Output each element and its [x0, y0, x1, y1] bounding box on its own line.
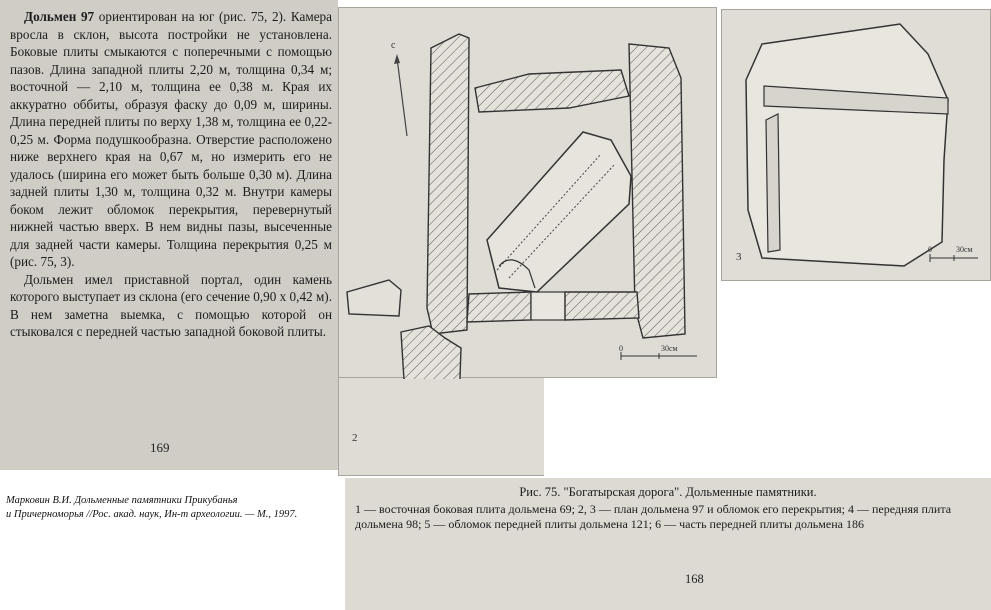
front-slab-right: [565, 292, 639, 320]
plan-scale-start: 0: [619, 344, 623, 353]
plan-scan-lower: [338, 378, 544, 476]
fragment-scale-end: 30см: [956, 245, 973, 254]
west-side-slab: [427, 34, 469, 334]
capstone-fragment: [487, 132, 631, 292]
plan-figure: [338, 7, 717, 378]
fragment-scale-start: 0: [928, 245, 932, 254]
front-slab-opening: [531, 292, 565, 320]
dolmen-heading: Дольмен 97: [24, 9, 95, 24]
bibliographic-citation: [6, 494, 342, 522]
dolmen-plan-drawing: [339, 8, 718, 379]
caption-body: 1 — восточная боковая плита дольмена 69; 2, 3 — план дольмена 97 и обломок его перекрытия; 4 — передняя плита дольмена 98; 5 — обломок передней плиты дольмена 121; 6 — часть передней плиты дольмена 186: [355, 502, 952, 531]
citation-line-1: Марковин В.И. Дольменные памятники Прикубанья: [6, 495, 238, 506]
paragraph-2: Дольмен имел приставной портал, один камень которого выступает из склона (его сечение 0,90 х 0,42 м). В нем заметна выемка, с помощью которой он стыковался с передней частью западной боковой плиты.: [10, 271, 332, 339]
north-arrow-head: [394, 54, 400, 64]
capstone-fragment-drawing: [722, 10, 991, 282]
paragraph-1: ориентирован на юг (рис. 75, 2). Камера вросла в склон, высота постройки не установлена. Боковые плиты смыкаются с поперечными с помощью пазов. Длина западной плиты 2,20 м, толщина 0,34 м; восточной — 2,10 м, толщина ее 0,38 м. Края их аккуратно оббиты, образуя фаску до 0,09 м, ширины. Длина передней плиты по верху 1,38 м, толщина ее 0,22-0,25 м. Форма подушкообразна. Отверстие расположено ниже верхнего края на 0,67 м, но измерить его не удалось (ширина его может быть больше 0,30 м). Длина задней плиты 1,30 м, толщина 0,32 м. Внутри камеры боком лежит обломок перекрытия, перевернутый нижней частью вверх. В нем видны пазы, высеченные для задней части камеры. Толщина перекрытия 0,25 м (рис. 75, 3).: [10, 9, 332, 269]
north-arrow: [397, 58, 407, 136]
caption-title: Рис. 75. "Богатырская дорога". Дольменные памятники.: [519, 485, 817, 499]
plan-figure-number: 2: [352, 432, 358, 444]
book-page-left: [0, 0, 338, 470]
capstone-fragment-figure: [721, 9, 991, 281]
front-slab-left: [467, 292, 531, 322]
fragment-groove-vertical: [766, 114, 780, 252]
portal-stone: [347, 280, 401, 316]
lower-slab-fragment: [401, 326, 461, 379]
page-number-right: 168: [685, 572, 704, 586]
page-number-left: 169: [150, 440, 170, 455]
fragment-figure-number: 3: [736, 251, 742, 263]
north-label: с: [391, 40, 396, 51]
plan-scale-end: 30см: [661, 344, 678, 353]
back-slab: [475, 70, 629, 112]
page-text: [10, 8, 332, 341]
citation-line-2: и Причерноморья //Рос. акад. наук, Ин-т археологии. — М., 1997.: [6, 509, 298, 520]
figure-caption-page: [345, 478, 991, 610]
